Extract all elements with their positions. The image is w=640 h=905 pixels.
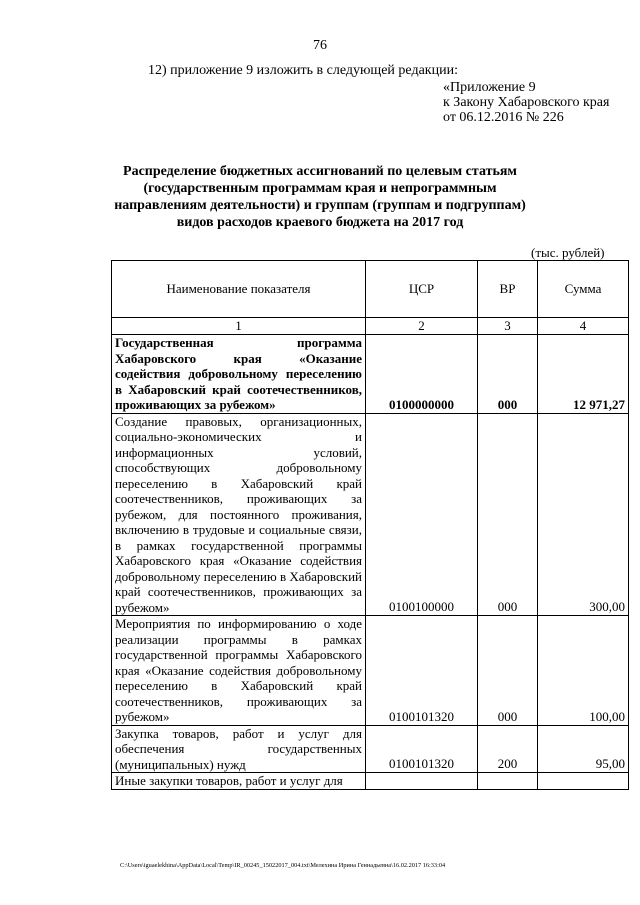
file-path-footer: C:\Users\iguaelekhina\AppData\Local\Temp\IR_00245_15022017_004.txt\Мелехина Ирина Геннадьевна\16.02.2017 16:33:04 (120, 862, 446, 869)
row-sum: 300,00 (538, 413, 629, 616)
budget-table (111, 260, 629, 790)
row-csr: 0100101320 (366, 616, 478, 726)
header-row (112, 261, 629, 318)
row-csr: 0100000000 (366, 335, 478, 414)
page-number: 76 (313, 38, 327, 53)
table-row (112, 725, 629, 773)
annex-line-3: от 06.12.2016 № 226 (443, 110, 564, 125)
column-number-row (112, 318, 629, 335)
table-row (112, 335, 629, 414)
col-number: 1 (112, 318, 366, 335)
row-vr: 000 (478, 335, 538, 414)
row-name: Создание правовых, организационных, социально-экономических и информационных условий, способствующих добровольному переселению в Хабаровский край соотечественников, проживающих за рубежом, для постоянного проживания, включению в трудовые и социальные связи, в рамках государственной программы Хабаровского края «Оказание содействия добровольному переселению в Хабаровский край соотечественников, проживающих за рубежом» (112, 413, 366, 616)
row-csr: 0100100000 (366, 413, 478, 616)
table-row (112, 413, 629, 616)
header-vr: ВР (478, 261, 538, 318)
row-sum (538, 773, 629, 790)
row-sum: 12 971,27 (538, 335, 629, 414)
row-vr: 000 (478, 413, 538, 616)
row-vr: 200 (478, 725, 538, 773)
col-number: 2 (366, 318, 478, 335)
header-name: Наименование показателя (112, 261, 366, 318)
annex-line-1: «Приложение 9 (443, 80, 536, 95)
units-label: (тыс. рублей) (531, 245, 605, 260)
row-csr (366, 773, 478, 790)
row-vr: 000 (478, 616, 538, 726)
row-vr (478, 773, 538, 790)
document-title: Распределение бюджетных ассигнований по целевым статьям (государственным программам края и непрограммным направлениям деятельности) и группам (группам и подгруппам) видов расходов краевого бюджета на 2017 год (114, 164, 526, 230)
row-name: Иные закупки товаров, работ и услуг для (112, 773, 366, 790)
header-sum: Сумма (538, 261, 629, 318)
row-csr: 0100101320 (366, 725, 478, 773)
row-name: Закупка товаров, работ и услуг для обеспечения государственных (муниципальных) нужд (112, 725, 366, 773)
annex-reference (443, 80, 609, 125)
table-row (112, 616, 629, 726)
row-name: Мероприятия по информированию о ходе реализации программы в рамках государственной программы Хабаровского края «Оказание содействия добровольному переселению в Хабаровский край соотечественников, проживающих за рубежом» (112, 616, 366, 726)
annex-line-2: к Закону Хабаровского края (443, 95, 610, 110)
row-sum: 100,00 (538, 616, 629, 726)
row-name: Государственная программа Хабаровского края «Оказание содействия добровольному переселению в Хабаровский край соотечественников, проживающих за рубежом» (112, 335, 366, 414)
intro-text: 12) приложение 9 изложить в следующей редакции: (148, 63, 458, 78)
col-number: 3 (478, 318, 538, 335)
col-number: 4 (538, 318, 629, 335)
header-csr: ЦСР (366, 261, 478, 318)
table-row (112, 773, 629, 790)
row-sum: 95,00 (538, 725, 629, 773)
